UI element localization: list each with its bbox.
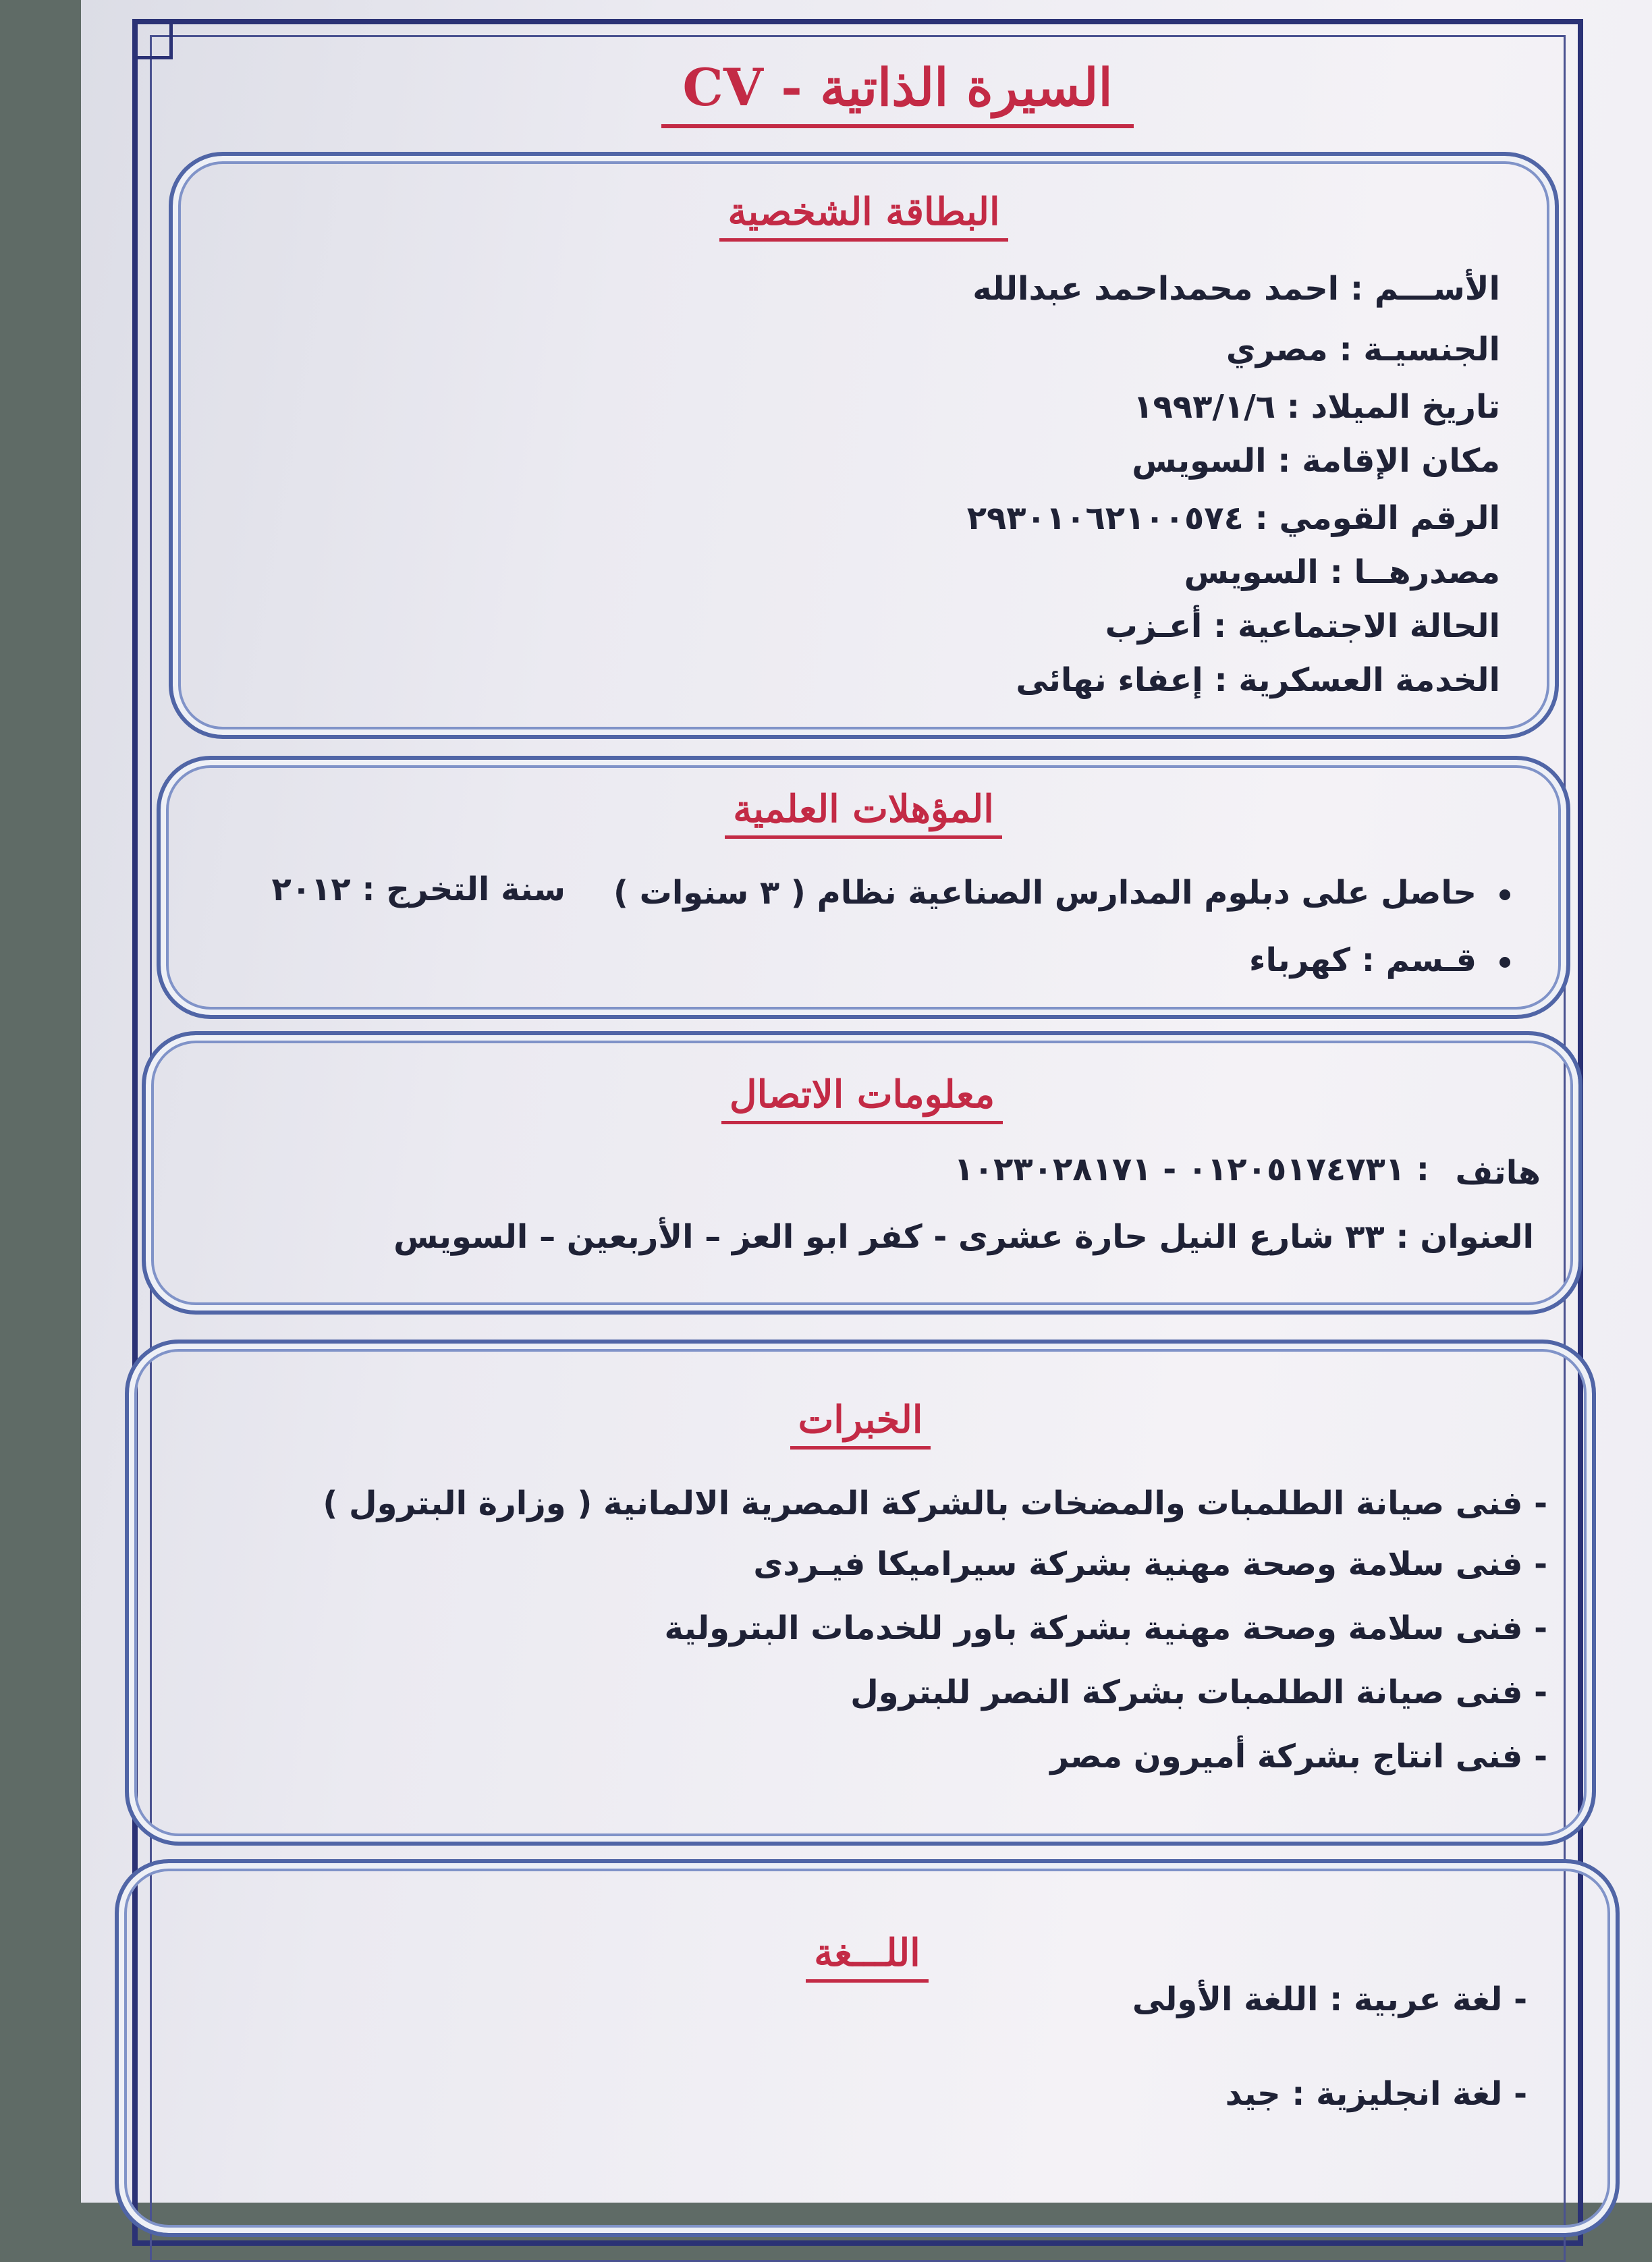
personal-id-source: مصدرهــا : السويس bbox=[1184, 553, 1500, 591]
personal-nationality: الجنسيـة : مصري bbox=[1226, 331, 1500, 368]
personal-residence: مكان الإقامة : السويس bbox=[1132, 442, 1500, 480]
document-title: السيرة الذاتية - CV bbox=[661, 54, 1134, 128]
language-item: - لغة انجليزية : جيد bbox=[1225, 2075, 1527, 2113]
personal-card-heading: البطاقة الشخصية bbox=[173, 190, 1555, 234]
contact-phone-label: هاتف bbox=[1455, 1154, 1541, 1192]
contact-address: العنوان : ٣٣ شارع النيل حارة عشرى - كفر ابو العز – الأربعين – السويس bbox=[393, 1218, 1534, 1256]
language-box bbox=[115, 1859, 1620, 2237]
language-heading: اللـــغة bbox=[119, 1931, 1616, 1975]
corner-ornament bbox=[132, 19, 173, 59]
personal-name: الأســـم : احمد محمداحمد عبدالله bbox=[972, 270, 1500, 308]
personal-marital-status: الحالة الاجتماعية : أعـزب bbox=[1105, 607, 1500, 645]
experience-item: - فنى انتاج بشركة أميرون مصر bbox=[1050, 1738, 1547, 1775]
experience-item: - فنى سلامة وصحة مهنية بشركة سيراميكا فيـردى bbox=[753, 1545, 1547, 1583]
personal-military-service: الخدمة العسكرية : إعفاء نهائى bbox=[1016, 661, 1500, 699]
language-item: - لغة عربية : اللغة الأولى bbox=[1132, 1981, 1527, 2018]
education-heading: المؤهلات العلمية bbox=[161, 787, 1566, 831]
contact-heading: معلومات الاتصال bbox=[146, 1072, 1578, 1117]
experience-item: - فنى صيانة الطلمبات بشركة النصر للبترول bbox=[850, 1674, 1547, 1711]
experience-item: - فنى سلامة وصحة مهنية بشركة باور للخدمات البترولية bbox=[664, 1609, 1547, 1647]
experience-item: - فنى صيانة الطلمبات والمضخات بالشركة المصرية الالمانية ( وزارة البترول ) bbox=[323, 1485, 1547, 1522]
bullet-icon bbox=[1499, 889, 1510, 900]
personal-birthdate: تاريخ الميلاد : ١٩٩٣/١/٦ bbox=[1133, 388, 1500, 426]
contact-phone-numbers: : ٠١٢٠٥١٧٤٧٣١ - ١٠٢٣٠٢٨١٧١ bbox=[954, 1151, 1429, 1188]
education-department: قـسم : كهرباء bbox=[1249, 941, 1510, 979]
personal-national-id: الرقم القومي : ٢٩٣٠١٠٦٢١٠٠٥٧٤ bbox=[966, 499, 1500, 537]
education-diploma: حاصل على دبلوم المدارس الصناعية نظام ( ٣ سنوات ) bbox=[613, 874, 1510, 912]
bullet-icon bbox=[1499, 957, 1510, 968]
experience-heading: الخبرات bbox=[129, 1398, 1592, 1442]
education-graduation-year: سنة التخرج : ٢٠١٢ bbox=[271, 871, 566, 908]
